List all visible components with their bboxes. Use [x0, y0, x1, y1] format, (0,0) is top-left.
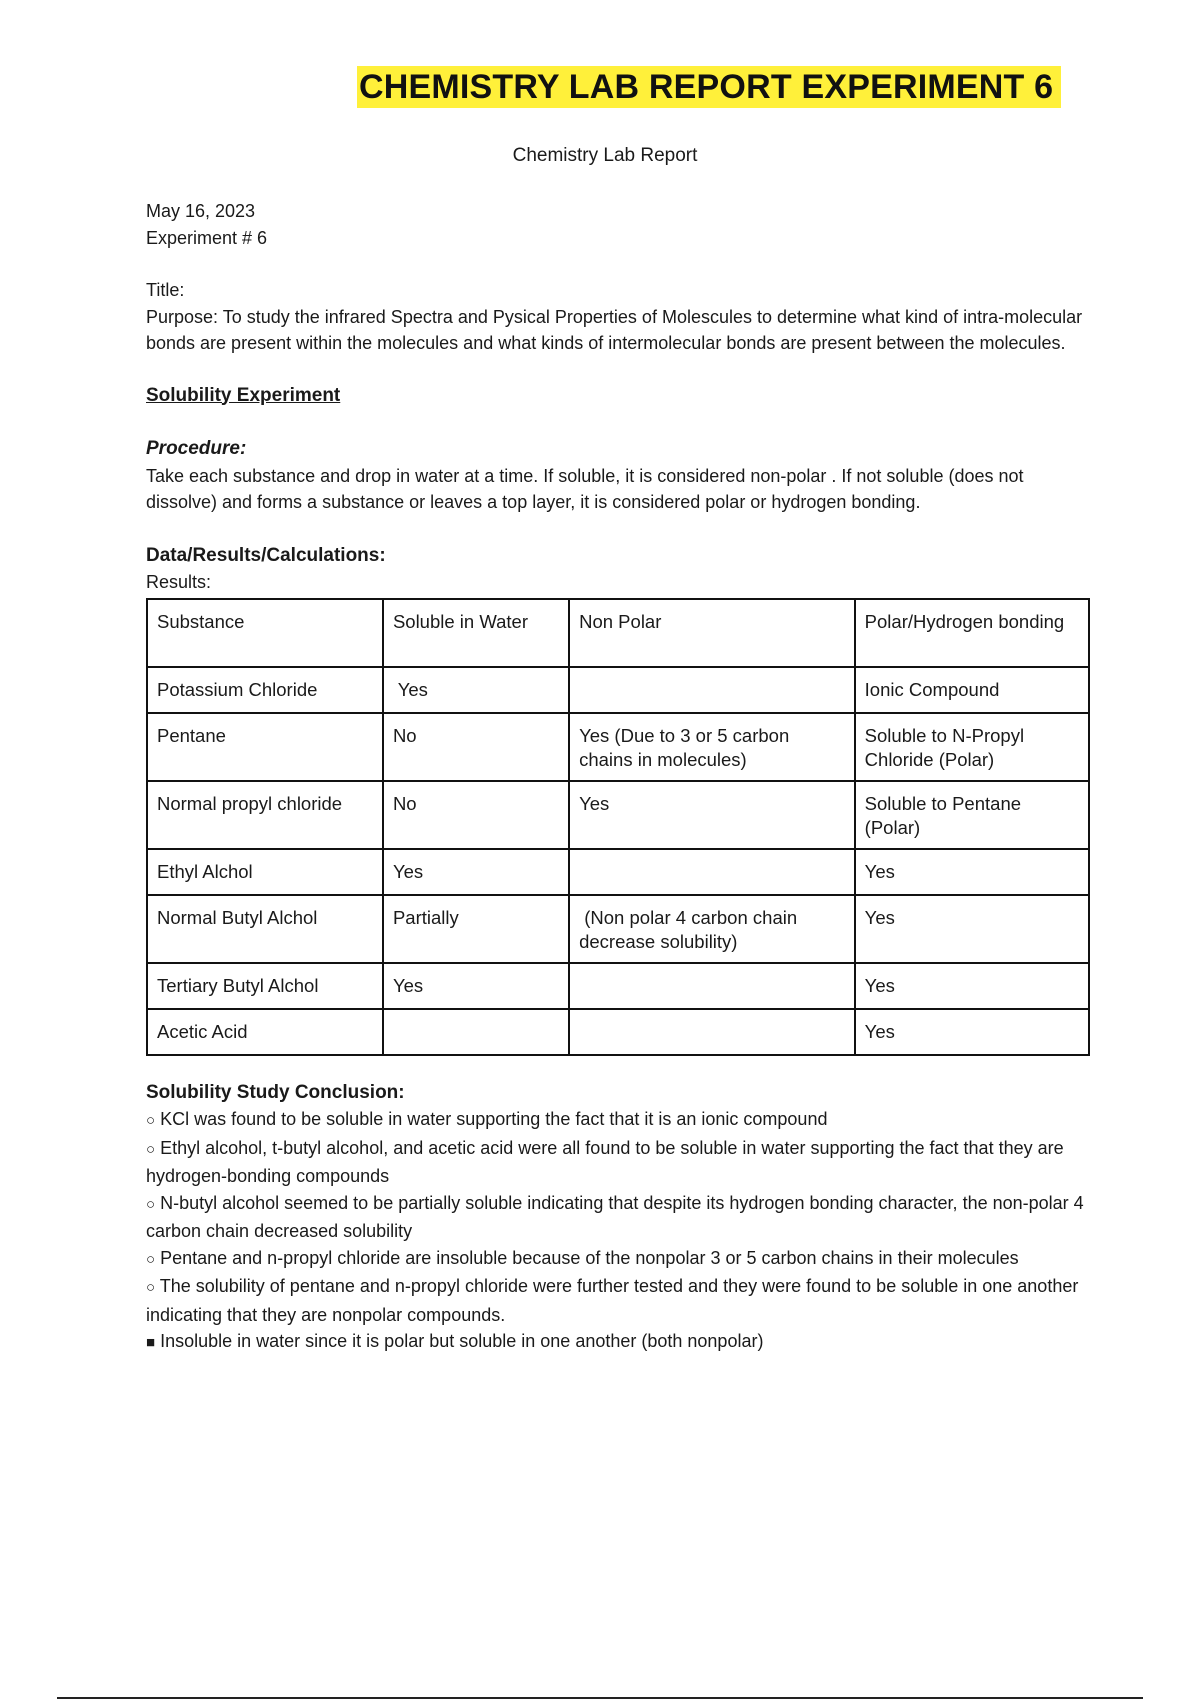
results-table	[146, 598, 1090, 1056]
table-header-cell: Substance	[147, 599, 383, 667]
report-body	[146, 198, 1086, 1357]
list-item	[146, 1245, 1086, 1274]
report-date: May 16, 2023	[146, 201, 256, 221]
hollow-circle-bullet-icon: ○	[146, 1250, 156, 1268]
table-cell	[569, 849, 855, 895]
table-row	[147, 1009, 1089, 1055]
list-item-text: Ethyl alcohol, t-butyl alcohol, and acetic acid were all found to be soluble in water supporting the fact that they are hydrogen-bonding compounds	[146, 1137, 1064, 1186]
table-cell: Ethyl Alchol	[147, 849, 383, 895]
table-cell: Tertiary Butyl Alchol	[147, 963, 383, 1009]
table-cell	[569, 1009, 855, 1055]
table-cell: Yes	[855, 1009, 1089, 1055]
title-label: Title:	[146, 280, 185, 300]
procedure-heading: Procedure:	[146, 438, 247, 459]
table-cell: Normal propyl chloride	[147, 781, 383, 849]
main-title: CHEMISTRY LAB REPORT EXPERIMENT 6	[357, 66, 1061, 108]
list-item-text: KCl was found to be soluble in water supporting the fact that it is an ionic compound	[160, 1109, 828, 1129]
table-cell: Acetic Acid	[147, 1009, 383, 1055]
table-cell: Partially	[383, 895, 569, 963]
procedure-text: Take each substance and drop in water at a time. If soluble, it is considered non-polar . If not soluble (does not dissolve) and forms a substance or leaves a top layer, it is considered polar or hydrogen bonding.	[146, 465, 1024, 512]
table-cell: Yes	[855, 849, 1089, 895]
table-cell: Soluble to N-Propyl Chloride (Polar)	[855, 713, 1089, 781]
table-header-row	[147, 599, 1089, 667]
conclusion-list	[146, 1106, 1086, 1357]
list-item	[146, 1106, 1086, 1135]
footer-divider	[57, 1697, 1143, 1699]
list-item	[146, 1135, 1086, 1190]
list-item-text: Pentane and n-propyl chloride are insoluble because of the nonpolar 3 or 5 carbon chains in their molecules	[160, 1247, 1019, 1268]
conclusion-heading: Solubility Study Conclusion:	[146, 1081, 405, 1103]
hollow-circle-bullet-icon: ○	[146, 1279, 156, 1296]
table-cell: Yes	[855, 963, 1089, 1009]
table-row	[147, 963, 1089, 1009]
list-item-text: The solubility of pentane and n-propyl chloride were further tested and they were found to be soluble in one another indicating that they are nonpolar compounds.	[146, 1276, 1079, 1325]
list-item	[146, 1190, 1086, 1245]
filled-square-bullet-icon: ■	[146, 1334, 156, 1351]
table-cell: Yes	[383, 849, 569, 895]
table-row	[147, 667, 1089, 713]
table-row	[147, 849, 1089, 895]
table-cell: Yes	[383, 963, 569, 1009]
table-cell: Potassium Chloride	[147, 667, 383, 713]
list-item	[146, 1328, 1086, 1357]
table-cell: No	[383, 781, 569, 849]
hollow-circle-bullet-icon: ○	[146, 1112, 156, 1129]
list-item-text: N-butyl alcohol seemed to be partially soluble indicating that despite its hydrogen bonding character, the non-polar 4 carbon chain decreased solubility	[146, 1192, 1084, 1241]
table-row	[147, 713, 1089, 781]
table-cell	[569, 667, 855, 713]
table-cell: Yes (Due to 3 or 5 carbon chains in molecules)	[569, 713, 855, 781]
table-cell: Normal Butyl Alchol	[147, 895, 383, 963]
main-title-wrap	[357, 66, 1061, 108]
experiment-number: Experiment # 6	[146, 227, 268, 248]
solubility-heading: Solubility Experiment	[146, 384, 341, 406]
table-cell: Soluble to Pentane (Polar)	[855, 781, 1089, 849]
table-header-cell: Polar/Hydrogen bonding	[855, 599, 1089, 667]
table-cell: Pentane	[147, 713, 383, 781]
list-item	[146, 1273, 1086, 1328]
hollow-circle-bullet-icon: ○	[146, 1140, 156, 1158]
table-cell	[383, 1009, 569, 1055]
table-cell: No	[383, 713, 569, 781]
hollow-circle-bullet-icon: ○	[146, 1195, 156, 1213]
list-item-text: Insoluble in water since it is polar but soluble in one another (both nonpolar)	[160, 1331, 764, 1351]
results-label: Results:	[146, 572, 212, 592]
subtitle: Chemistry Lab Report	[512, 145, 698, 166]
table-header-cell: Soluble in Water	[383, 599, 569, 667]
table-header-cell: Non Polar	[569, 599, 855, 667]
table-cell: Yes	[383, 667, 569, 713]
data-heading: Data/Results/Calculations:	[146, 544, 386, 566]
table-row	[147, 781, 1089, 849]
table-cell: Yes	[569, 781, 855, 849]
table-cell: (Non polar 4 carbon chain decrease solubility)	[569, 895, 855, 963]
table-row	[147, 895, 1089, 963]
table-cell	[569, 963, 855, 1009]
table-cell: Ionic Compound	[855, 667, 1089, 713]
purpose-text: Purpose: To study the infrared Spectra and Pysical Properties of Molescules to determine what kind of intra-molecular bonds are present within the molecules and what kinds of intermolecular bonds are present between the molecules.	[146, 306, 1083, 353]
table-cell: Yes	[855, 895, 1089, 963]
